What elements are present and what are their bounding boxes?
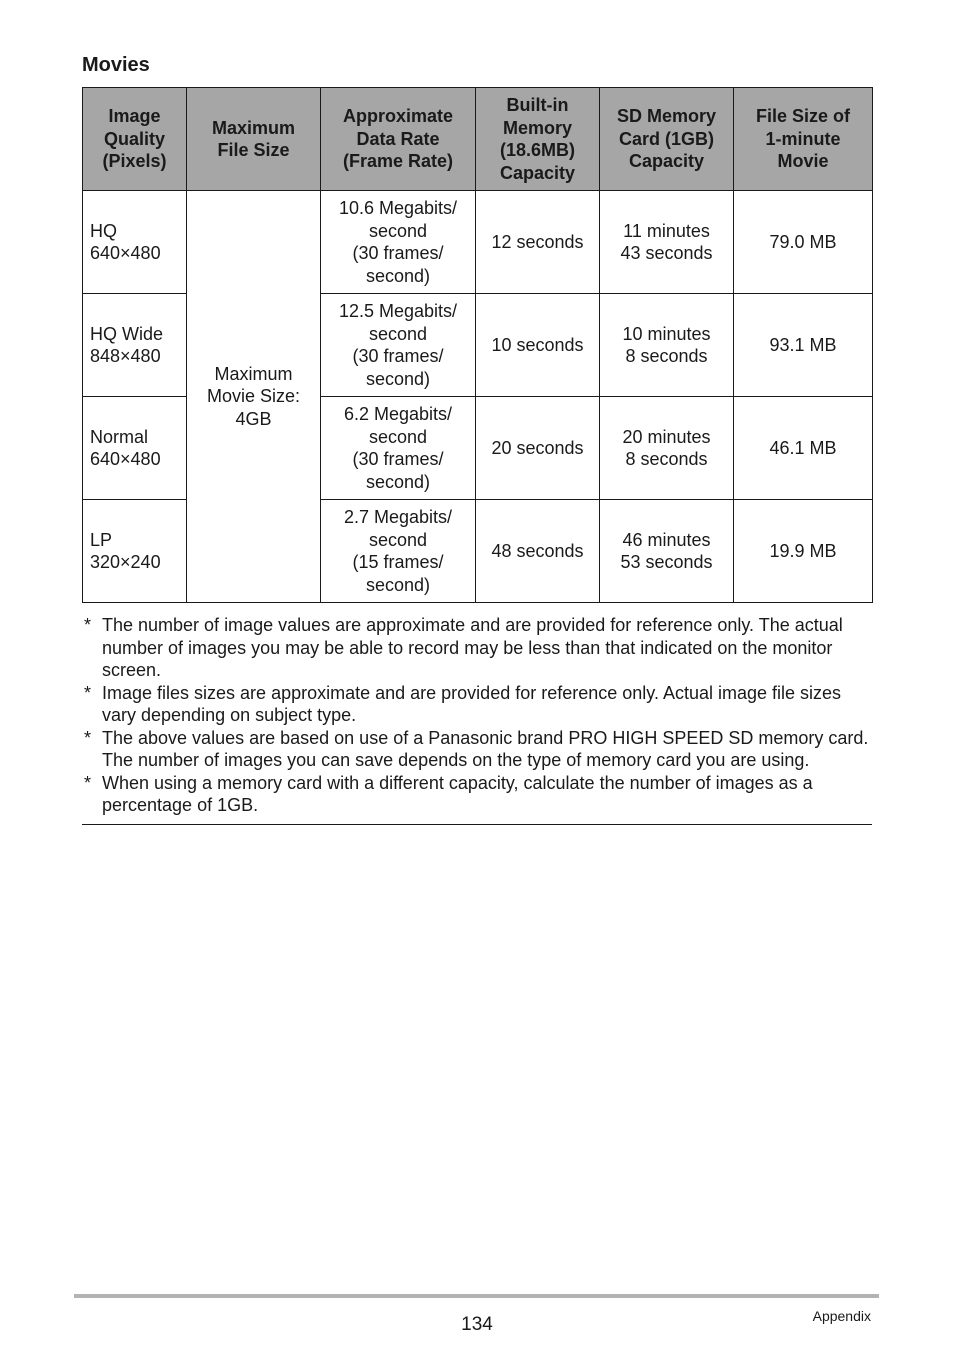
header-maximum-file-size: Maximum File Size bbox=[187, 88, 321, 191]
cell-file-size: 19.9 MB bbox=[734, 500, 873, 603]
cell-builtin-capacity: 20 seconds bbox=[476, 397, 600, 500]
cell-builtin-capacity: 12 seconds bbox=[476, 191, 600, 294]
footnotes bbox=[82, 614, 872, 825]
cell-data-rate: 12.5 Megabits/ second (30 frames/ second) bbox=[321, 294, 476, 397]
cell-quality: LP 320×240 bbox=[83, 500, 187, 603]
footnote bbox=[82, 727, 872, 772]
cell-file-size: 93.1 MB bbox=[734, 294, 873, 397]
footnote-text: Image files sizes are approximate and are provided for reference only. Actual image file sizes vary depending on subject type. bbox=[102, 682, 842, 725]
footnote-text: The above values are based on use of a Panasonic brand PRO HIGH SPEED SD memory card. The number of images you can save depends on the type of memory card you are using. bbox=[102, 727, 869, 770]
footnote bbox=[82, 614, 872, 682]
footer-section-label: Appendix bbox=[812, 1308, 871, 1324]
cell-quality: HQ Wide 848×480 bbox=[83, 294, 187, 397]
cell-max-file-size: Maximum Movie Size: 4GB bbox=[187, 191, 321, 603]
cell-sd-capacity: 46 minutes 53 seconds bbox=[600, 500, 734, 603]
footnote-marker: * bbox=[84, 615, 92, 635]
header-builtin-memory-capacity: Built-in Memory (18.6MB) Capacity bbox=[476, 88, 600, 191]
footnote bbox=[82, 682, 872, 727]
footnote-marker: * bbox=[84, 727, 92, 748]
cell-data-rate: 2.7 Megabits/ second (15 frames/ second) bbox=[321, 500, 476, 603]
table-header-row bbox=[83, 88, 873, 191]
cell-quality: Normal 640×480 bbox=[83, 397, 187, 500]
cell-quality: HQ 640×480 bbox=[83, 191, 187, 294]
cell-data-rate: 6.2 Megabits/ second (30 frames/ second) bbox=[321, 397, 476, 500]
cell-file-size: 46.1 MB bbox=[734, 397, 873, 500]
header-file-size-per-minute: File Size of 1-minute Movie bbox=[734, 88, 873, 191]
footnote-text: When using a memory card with a different capacity, calculate the number of images as a percentage of 1GB. bbox=[102, 772, 813, 815]
header-image-quality: Image Quality (Pixels) bbox=[83, 88, 187, 191]
cell-sd-capacity: 10 minutes 8 seconds bbox=[600, 294, 734, 397]
footnote-text: The number of image values are approximate and are provided for reference only. The actual number of images you may be able to record may be less than that indicated on the monitor screen. bbox=[102, 615, 843, 680]
page-number: 134 bbox=[461, 1314, 493, 1335]
section-title: Movies bbox=[82, 54, 150, 76]
cell-builtin-capacity: 10 seconds bbox=[476, 294, 600, 397]
header-data-rate: Approximate Data Rate (Frame Rate) bbox=[321, 88, 476, 191]
cell-data-rate: 10.6 Megabits/ second (30 frames/ second) bbox=[321, 191, 476, 294]
footnote-marker: * bbox=[84, 772, 92, 793]
header-sd-card-capacity: SD Memory Card (1GB) Capacity bbox=[600, 88, 734, 191]
footer-divider bbox=[74, 1294, 879, 1298]
footnote bbox=[82, 772, 872, 817]
cell-builtin-capacity: 48 seconds bbox=[476, 500, 600, 603]
cell-sd-capacity: 11 minutes 43 seconds bbox=[600, 191, 734, 294]
cell-sd-capacity: 20 minutes 8 seconds bbox=[600, 397, 734, 500]
footnote-marker: * bbox=[84, 682, 92, 703]
movies-table bbox=[82, 87, 873, 603]
table-row bbox=[83, 191, 873, 294]
cell-file-size: 79.0 MB bbox=[734, 191, 873, 294]
